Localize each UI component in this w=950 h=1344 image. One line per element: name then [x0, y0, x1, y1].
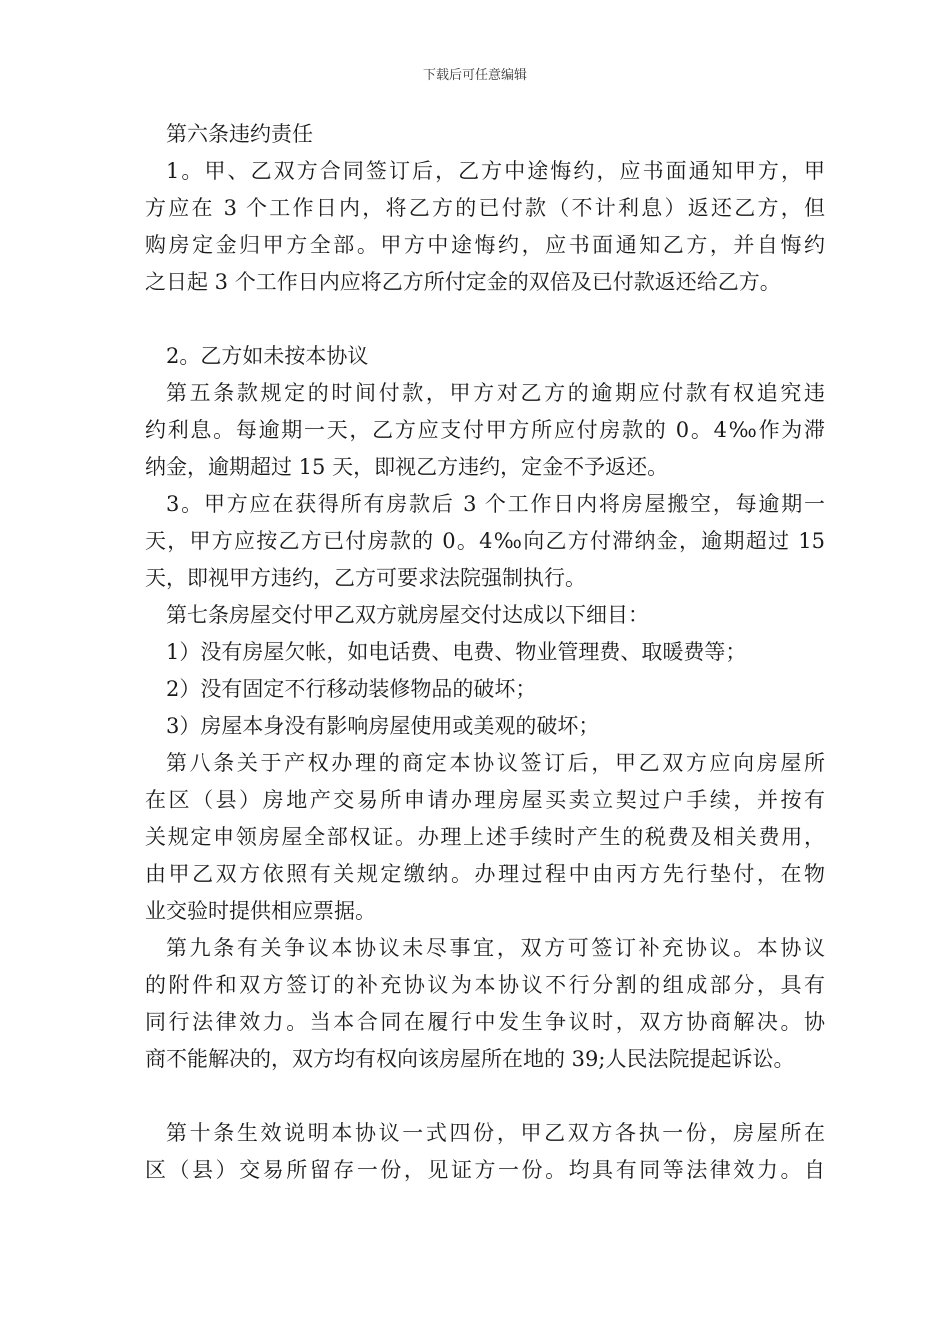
paragraph-line: 关规定申领房屋全部权证。办理上述手续时产生的税费及相关费用，	[145, 825, 825, 849]
paragraph-line: 1。甲、乙双方合同签订后，乙方中途悔约，应书面通知甲方，甲	[166, 159, 825, 183]
paragraph-line: 在区（县）房地产交易所申请办理房屋买卖立契过户手续，并按有	[145, 788, 825, 812]
blank-line	[145, 301, 825, 338]
paragraph-line: 由甲乙双方依照有关规定缴纳。办理过程中由丙方先行垫付，在物	[145, 862, 825, 886]
paragraph-line: 3。甲方应在获得所有房款后 3 个工作日内将房屋搬空，每逾期一	[166, 492, 825, 516]
list-item: 3）房屋本身没有影响房屋使用或美观的破坏；	[166, 714, 600, 738]
blank-line	[145, 1078, 825, 1115]
paragraph-line: 之日起 3 个工作日内应将乙方所付定金的双倍及已付款返还给乙方。	[145, 270, 781, 294]
paragraph-line: 天，即视甲方违约，乙方可要求法院强制执行。	[145, 566, 586, 590]
list-item: 2）没有固定不行移动装修物品的破坏；	[166, 677, 537, 701]
page-header: 下载后可任意编辑	[422, 68, 527, 83]
paragraph-line: 方应在 3 个工作日内，将乙方的已付款（不计利息）返还乙方，但	[145, 196, 825, 220]
article-6-heading: 第六条违约责任	[166, 122, 313, 146]
paragraph-line: 业交验时提供相应票据。	[145, 899, 376, 923]
paragraph-line: 纳金，逾期超过 15 天，即视乙方违约，定金不予返还。	[145, 455, 669, 479]
paragraph-line: 区（县）交易所留存一份，见证方一份。均具有同等法律效力。自	[145, 1158, 825, 1182]
document-body	[145, 116, 825, 1189]
article-9-heading: 第九条有关争议本协议未尽事宜，双方可签订补充协议。本协议	[166, 936, 825, 960]
paragraph-line: 同行法律效力。当本合同在履行中发生争议时，双方协商解决。协	[145, 1010, 825, 1034]
paragraph-line: 的附件和双方签订的补充协议为本协议不行分割的组成部分，具有	[145, 973, 825, 997]
article-8-heading: 第八条关于产权办理的商定本协议签订后，甲乙双方应向房屋所	[166, 751, 825, 775]
list-item: 1）没有房屋欠帐，如电话费、电费、物业管理费、取暖费等；	[166, 640, 747, 664]
paragraph-line: 约利息。每逾期一天，乙方应支付甲方所应付房款的 0。4‰作为滞	[145, 418, 825, 442]
article-7-heading: 第七条房屋交付甲乙双方就房屋交付达成以下细目：	[166, 603, 649, 627]
article-10-heading: 第十条生效说明本协议一式四份，甲乙双方各执一份，房屋所在	[166, 1121, 825, 1145]
paragraph-line: 商不能解决的，双方均有权向该房屋所在地的 39;人民法院提起诉讼。	[145, 1047, 795, 1071]
paragraph-line: 购房定金归甲方全部。甲方中途悔约，应书面通知乙方，并自悔约	[145, 233, 825, 257]
paragraph-line: 第五条款规定的时间付款，甲方对乙方的逾期应付款有权追究违	[166, 381, 825, 405]
paragraph-line: 2。乙方如未按本协议	[166, 344, 369, 368]
paragraph-line: 天，甲方应按乙方已付房款的 0。4‰向乙方付滞纳金，逾期超过 15	[145, 529, 825, 553]
